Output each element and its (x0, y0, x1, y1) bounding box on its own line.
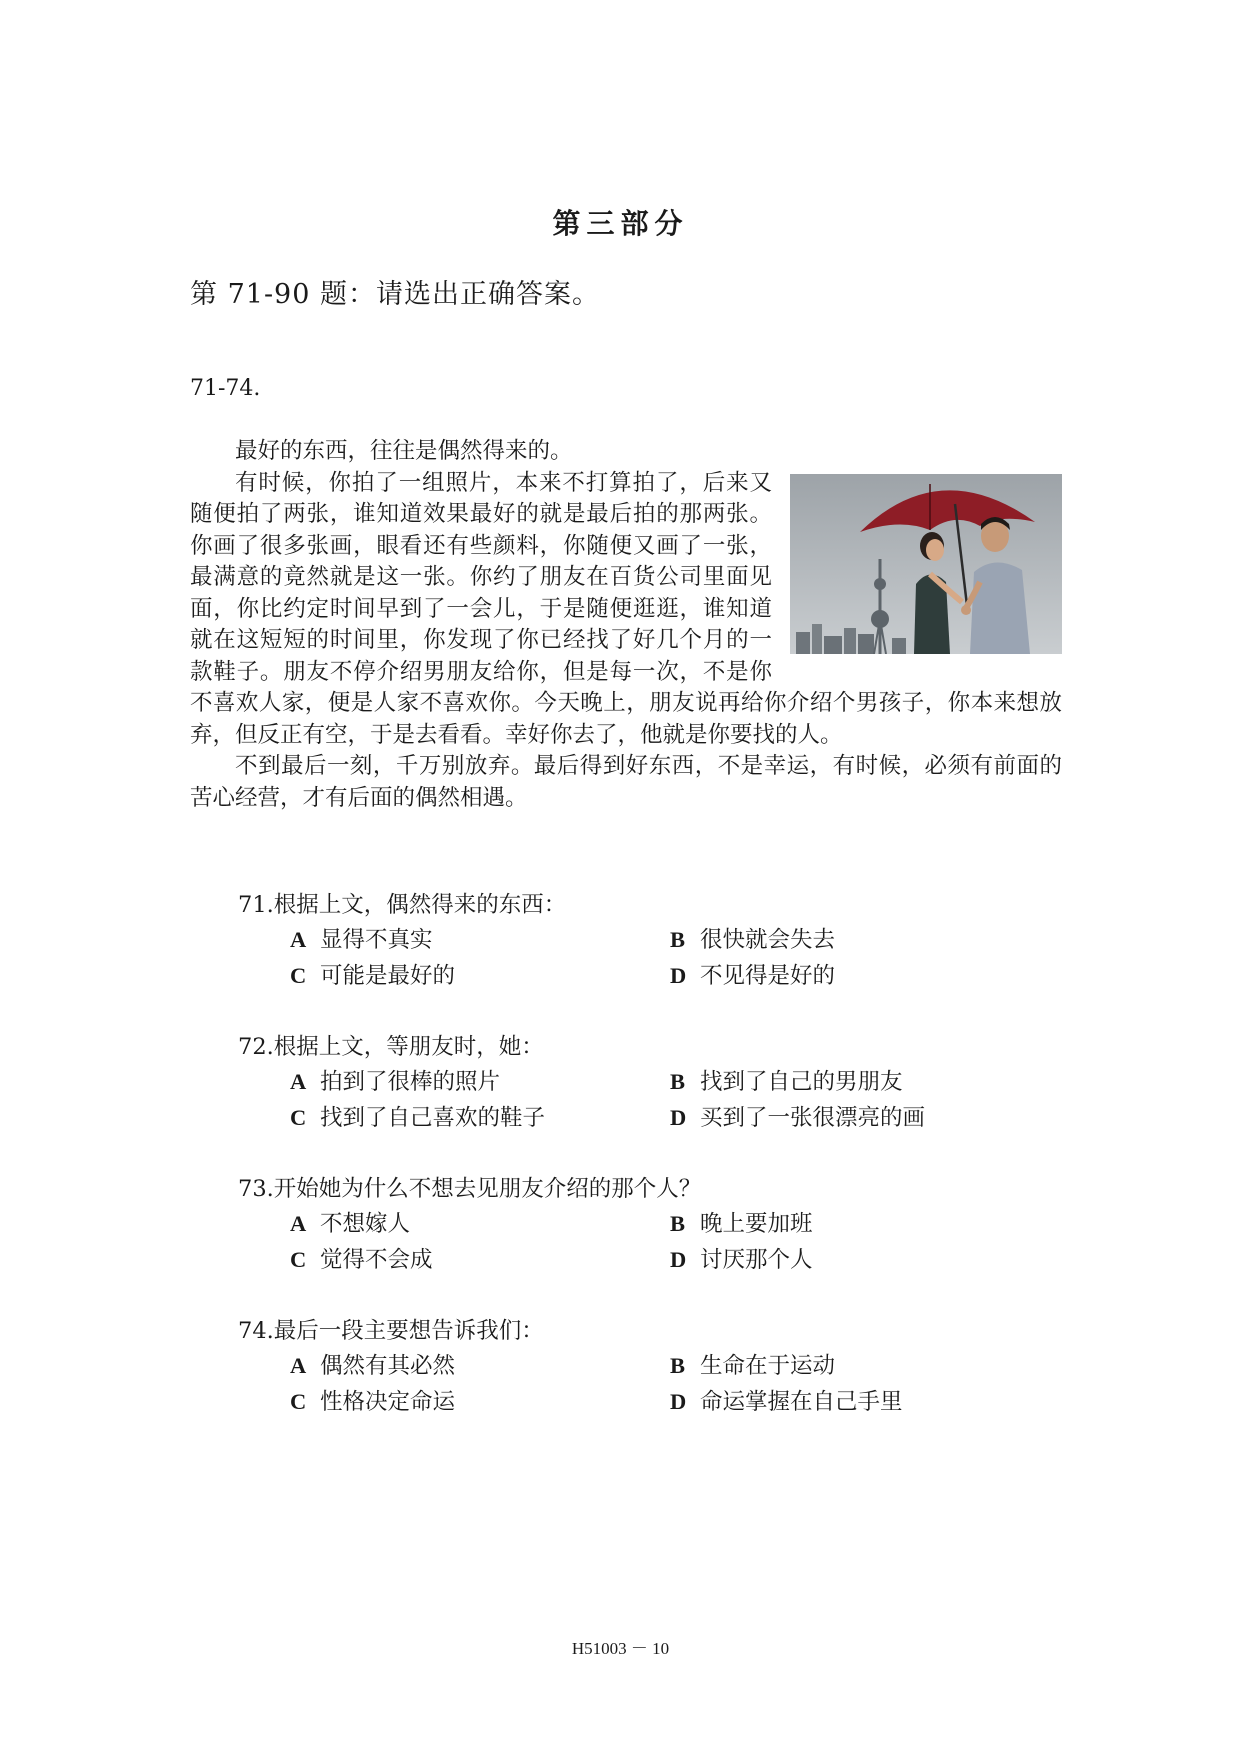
option-b[interactable]: B 晚上要加班 (670, 1211, 813, 1237)
option-d[interactable]: D 买到了一张很漂亮的画 (670, 1105, 926, 1131)
passage-paragraph-2: 有时候，你拍了一组照片，本来不打算拍了，后来又随便拍了两张，谁知道效果最好的就是最后拍的那两张。你画了很多张画，眼看还有些颜料，你随便又画了一张，最满意的竟然就是这一张。你约了朋友在百货公司里面见面，你比约定时间早到了一会儿，于是随便逛逛，谁知道就在这短短的时间里，你发现了你已经找了好几个月的一款鞋子。朋友不停介绍男朋友给你，但是每一次，不是你不喜欢人家，便是人家不喜欢你。今天晚上，朋友说再给你介绍个男孩子，你本来想放弃，但反正有空，于是去看看。幸好你去了，他就是你要找的人。 (190, 469, 1062, 748)
question-number: 74. (238, 1318, 274, 1344)
option-c[interactable]: C 性格决定命运 (290, 1389, 456, 1415)
umbrella-couple-photo (790, 474, 1062, 654)
question-stem (238, 888, 1058, 922)
question-number: 71. (238, 892, 274, 918)
question-number: 73. (238, 1176, 274, 1202)
question-text: 根据上文，偶然得来的东西： (273, 892, 567, 918)
passage-paragraph-1: 最好的东西，往往是偶然得来的。 (235, 438, 573, 464)
option-d[interactable]: D 不见得是好的 (670, 963, 836, 989)
option-c[interactable]: C 找到了自己喜欢的鞋子 (290, 1105, 546, 1131)
option-b[interactable]: B 找到了自己的男朋友 (670, 1069, 903, 1095)
page-title: 第三部分 (552, 207, 689, 240)
question-71 (238, 888, 1058, 994)
question-number: 72. (238, 1034, 274, 1060)
option-d[interactable]: D 命运掌握在自己手里 (670, 1389, 903, 1415)
option-a[interactable]: A 显得不真实 (290, 927, 433, 953)
question-stem (238, 1030, 1058, 1064)
page-number: 10 (652, 1639, 670, 1658)
option-c[interactable]: C 觉得不会成 (290, 1247, 433, 1273)
option-b[interactable]: B 很快就会失去 (670, 927, 836, 953)
instruction: 第 71-90 题：请选出正确答案。 (190, 279, 601, 310)
option-d[interactable]: D 讨厌那个人 (670, 1247, 813, 1273)
option-a[interactable]: A 拍到了很棒的照片 (290, 1069, 501, 1095)
question-74 (238, 1314, 1058, 1420)
question-stem (238, 1314, 1058, 1348)
passage-range: 71-74. (190, 376, 261, 401)
question-72 (238, 1030, 1058, 1136)
question-text: 根据上文，等朋友时，她： (273, 1034, 544, 1060)
page-footer (0, 1634, 1241, 1659)
passage-paragraph-3: 不到最后一刻，千万别放弃。最后得到好东西，不是幸运，有时候，必须有前面的苦心经营，才有后面的偶然相遇。 (190, 753, 1062, 811)
question-text: 最后一段主要想告诉我们： (273, 1318, 544, 1344)
option-a[interactable]: A 不想嫁人 (290, 1211, 411, 1237)
question-stem (238, 1172, 1058, 1206)
option-a[interactable]: A 偶然有其必然 (290, 1353, 456, 1379)
question-73 (238, 1172, 1058, 1278)
exam-code: H51003 (571, 1639, 627, 1658)
question-text: 开始她为什么不想去见朋友介绍的那个人？ (273, 1176, 702, 1202)
footer-separator: － (630, 1639, 648, 1658)
option-b[interactable]: B 生命在于运动 (670, 1353, 836, 1379)
passage (190, 436, 1062, 814)
option-c[interactable]: C 可能是最好的 (290, 963, 456, 989)
